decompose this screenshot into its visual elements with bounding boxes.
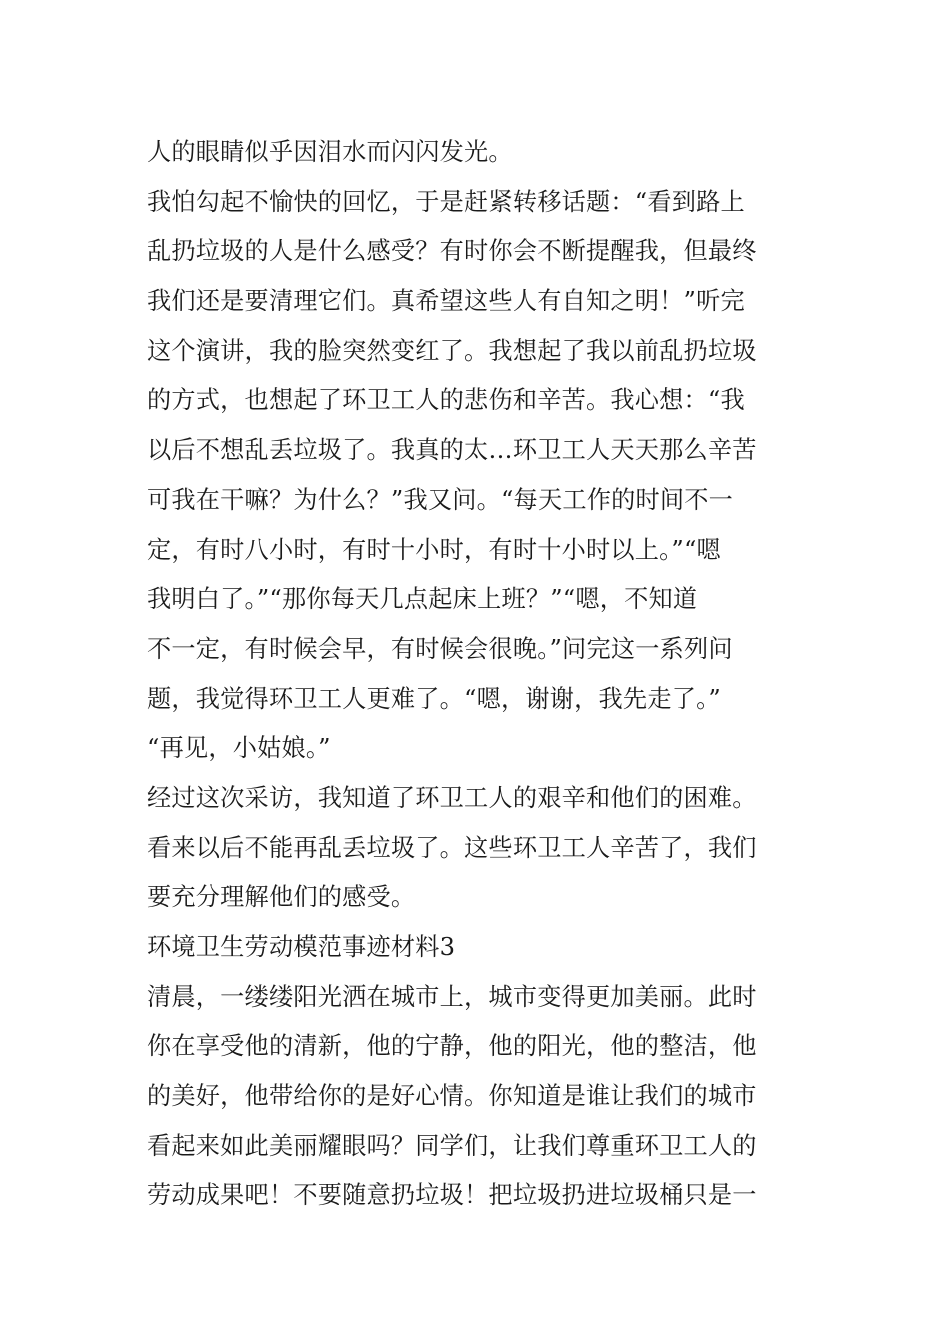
text-line: “再见，小姑娘。” [147, 734, 331, 763]
text-line: 你在享受他的清新，他的宁静，他的阳光，他的整洁，他 [147, 1032, 757, 1061]
text-line: 以后不想乱丢垃圾了。我真的太…环卫工人天天那么辛苦 [147, 436, 757, 465]
text-line: 人的眼睛似乎因泪水而闪闪发光。 [147, 138, 513, 166]
text-line: 不一定，有时候会早，有时候会很晚。”问完这一系列问 [147, 634, 733, 663]
section-heading: 环境卫生劳动模范事迹材料3 [147, 933, 456, 961]
text-line: 经过这次采访，我知道了环卫工人的艰辛和他们的困难。 [147, 783, 757, 812]
text-line: 看起来如此美丽耀眼吗？同学们，让我们尊重环卫工人的 [147, 1131, 757, 1160]
text-line: 要充分理解他们的感受。 [147, 883, 416, 912]
text-line: 这个演讲，我的脸突然变红了。我想起了我以前乱扔垃圾 [147, 336, 757, 365]
text-line: 我明白了。”“那你每天几点起床上班？”“嗯，不知道 [147, 585, 698, 614]
text-line: 可我在干嘛？为什么？”我又问。“每天工作的时间不一 [147, 485, 734, 514]
body-text [147, 128, 807, 1221]
text-line: 看来以后不能再乱丢垃圾了。这些环卫工人辛苦了，我们 [147, 833, 757, 862]
text-line: 乱扔垃圾的人是什么感受？有时你会不断提醒我，但最终 [147, 237, 757, 266]
text-line: 的方式，也想起了环卫工人的悲伤和辛苦。我心想：“我 [147, 386, 745, 415]
text-line: 清晨，一缕缕阳光洒在城市上，城市变得更加美丽。此时 [147, 982, 757, 1011]
text-line: 的美好，他带给你的是好心情。你知道是谁让我们的城市 [147, 1082, 757, 1111]
text-line: 劳动成果吧！不要随意扔垃圾！把垃圾扔进垃圾桶只是一 [147, 1181, 757, 1210]
text-line: 题，我觉得环卫工人更难了。“嗯，谢谢，我先走了。” [147, 684, 721, 713]
text-line: 我们还是要清理它们。真希望这些人有自知之明！”听完 [147, 287, 745, 316]
text-line: 我怕勾起不愉快的回忆，于是赶紧转移话题：“看到路上 [147, 187, 745, 216]
text-line: 定，有时八小时，有时十小时，有时十小时以上。”“嗯 [147, 535, 721, 564]
